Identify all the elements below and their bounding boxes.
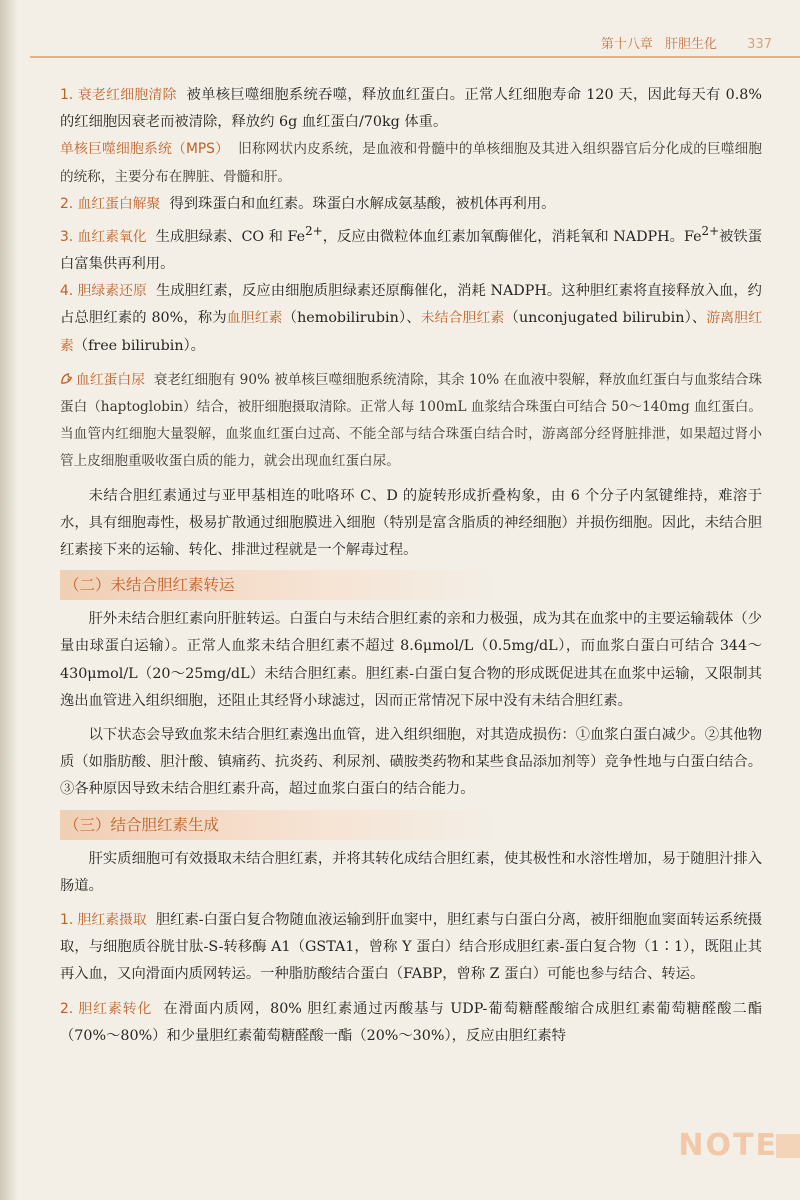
keyword-hemobilirubin: 血胆红素 bbox=[226, 310, 283, 327]
chapter-label: 第十八章 bbox=[600, 37, 653, 52]
heading-senescent-rbc: 1. 衰老红细胞清除 bbox=[60, 87, 177, 103]
heading-bilirubin-conversion: 2. 胆红素转化 bbox=[60, 1000, 153, 1017]
text-hemoglobinuria: 衰老红细胞有 90% 被单核巨噬细胞系统清除，其余 10% 在血液中裂解，释放血红蛋白与血浆结合珠蛋白（haptoglobin）结合，被肝细胞摄取清除。正常人每 100mL 血浆结合珠蛋白可结合 50～140mg 血红蛋白。当血管内红细胞大量裂解，血浆血红蛋白过高、不能全部与结合珠蛋白结合时，游离部分经肾脏排泄，如果超过肾小管上皮细胞重吸收蛋白质的能力，就会出现血红蛋白尿。 bbox=[60, 371, 762, 470]
text-biliverdin-a: 生成胆红素，反应由细胞质胆绿素还原酶催化，消耗 NADPH。这种胆红素将直接释放入血，约占总胆红素的 80%，称为 bbox=[60, 283, 762, 327]
superscript-2plus: 2+ bbox=[701, 224, 720, 239]
paragraph-senescent-rbc bbox=[60, 82, 762, 136]
text-biliverdin-c: （unconjugated bilirubin）、 bbox=[504, 310, 707, 327]
book-gutter-shadow bbox=[0, 0, 18, 1200]
page-number: 337 bbox=[747, 37, 772, 52]
paragraph-conjugation-intro: 肝实质细胞可有效摄取未结合胆红素，并将其转化成结合胆红素，使其极性和水溶性增加，易于随胆汁排入肠道。 bbox=[60, 850, 762, 894]
paragraph-mps-note bbox=[60, 136, 762, 190]
paragraph-transport-factors: 以下状态会导致血浆未结合胆红素逸出血管，进入组织细胞，对其造成损伤：①血浆白蛋白减少。②其他物质（如脂肪酸、胆汁酸、镇痛药、抗炎药、利尿剂、磺胺类药物和某些食品添加剂等）竞争性地与白蛋白结合。③各种原因导致未结合胆红素升高，超过血浆白蛋白的结合能力。 bbox=[60, 727, 762, 798]
heading-hb-dissociation: 2. 血红蛋白解聚 bbox=[60, 195, 161, 212]
keyword-free-bilirubin: 游离胆红素 bbox=[60, 310, 763, 354]
text-heme-oxidation-c: 被铁蛋白富集供再利用。 bbox=[60, 228, 763, 272]
heading-hemoglobinuria: 血红蛋白尿 bbox=[76, 371, 146, 388]
heading-mps: 单核巨噬细胞系统（MPS） bbox=[60, 141, 230, 158]
superscript-2plus: 2+ bbox=[305, 224, 323, 239]
section-heading-transport: （二）未结合胆红素转运 bbox=[60, 570, 499, 600]
paragraph-bilirubin-uptake bbox=[60, 907, 762, 989]
paragraph-bilirubin-conversion bbox=[60, 996, 762, 1050]
text-heme-oxidation-a: 生成胆绿素、CO 和 Fe bbox=[155, 228, 306, 245]
text-heme-oxidation-b: ，反应由微粒体血红素加氧酶催化，消耗氧和 NADPH。Fe bbox=[322, 228, 702, 245]
note-tab bbox=[776, 1134, 800, 1158]
page-body bbox=[60, 82, 762, 1050]
running-head bbox=[601, 33, 772, 52]
paragraph-biliverdin-reduction bbox=[60, 278, 762, 360]
text-bilirubin-uptake: 胆红素-白蛋白复合物随血液运输到肝血窦中，胆红素与白蛋白分离，被肝细胞血窦面转运系统摄取，与细胞质谷胱甘肽-S-转移酶 A1（GSTA1，曾称 Y 蛋白）结合形成胆红素-蛋白复合物（1∶1），既阻止其再入血，又向滑面内质网转运。一种脂肪酸结合蛋白（FABP，曾称 Z 蛋白）可能也参与结合、转运。 bbox=[60, 912, 763, 983]
heading-heme-oxidation: 3. 血红素氧化 bbox=[60, 228, 147, 245]
header-rule bbox=[30, 56, 800, 58]
note-margin-label: NOTE bbox=[678, 1128, 778, 1163]
text-bilirubin-conversion: 在滑面内质网，80% 胆红素通过丙酸基与 UDP-葡萄糖醛酸缩合成胆红素葡萄糖醛酸二酯（70%～80%）和少量胆红素葡萄糖醛酸一酯（20%～30%），反应由胆红素特 bbox=[60, 1000, 762, 1044]
clinical-note-icon bbox=[60, 372, 73, 385]
paragraph-hb-dissociation bbox=[60, 191, 762, 218]
paragraph-heme-oxidation bbox=[60, 218, 762, 278]
text-mps: 旧称网状内皮系统，是血液和骨髓中的单核细胞及其进入组织器官后分化成的巨噬细胞的统称，主要分布在脾脏、骨髓和肝。 bbox=[60, 141, 763, 185]
text-hb-dissociation: 得到珠蛋白和血红素。珠蛋白水解成氨基酸，被机体再利用。 bbox=[169, 195, 556, 212]
chapter-title: 肝胆生化 bbox=[665, 37, 718, 52]
section-heading-conjugation: （三）结合胆红素生成 bbox=[60, 810, 499, 840]
text-senescent-rbc: 被单核巨噬细胞系统吞噬，释放血红蛋白。正常人红细胞寿命 120 天，因此每天有 0.8% 的红细胞因衰老而被清除，释放约 6g 血红蛋白/70kg 体重。 bbox=[60, 87, 762, 131]
paragraph-unconjugated-properties: 未结合胆红素通过与亚甲基相连的吡咯环 C、D 的旋转形成折叠构象，由 6 个分子内氢键维持，难溶于水，具有细胞毒性，极易扩散通过细胞膜进入细胞（特别是富含脂质的神经细胞）并损伤细胞。因此，未结合胆红素接下来的运输、转化、排泄过程就是一个解毒过程。 bbox=[60, 487, 762, 559]
keyword-unconjugated: 未结合胆红素 bbox=[420, 310, 505, 327]
text-biliverdin-d: （free bilirubin）。 bbox=[73, 337, 205, 354]
heading-biliverdin-reduction: 4. 胆绿素还原 bbox=[60, 283, 147, 300]
heading-bilirubin-uptake: 1. 胆红素摄取 bbox=[60, 912, 147, 929]
paragraph-clinical-hemoglobinuria bbox=[60, 367, 762, 476]
text-biliverdin-b: （hemobilirubin）、 bbox=[282, 310, 421, 327]
paragraph-transport: 肝外未结合胆红素向肝脏转运。白蛋白与未结合胆红素的亲和力极强，成为其在血浆中的主要运输载体（少量由球蛋白运输）。正常人血浆未结合胆红素不超过 8.6μmol/L（0.5mg/dL），而血浆白蛋白可结合 344～430μmol/L（20～25mg/dL）未结合胆红素。胆红素-白蛋白复合物的形成既促进其在血浆中运输，又限制其逸出血管进入组织细胞，还阻止其经肾小球滤过，因而正常情况下尿中没有未结合胆红素。 bbox=[60, 611, 762, 709]
